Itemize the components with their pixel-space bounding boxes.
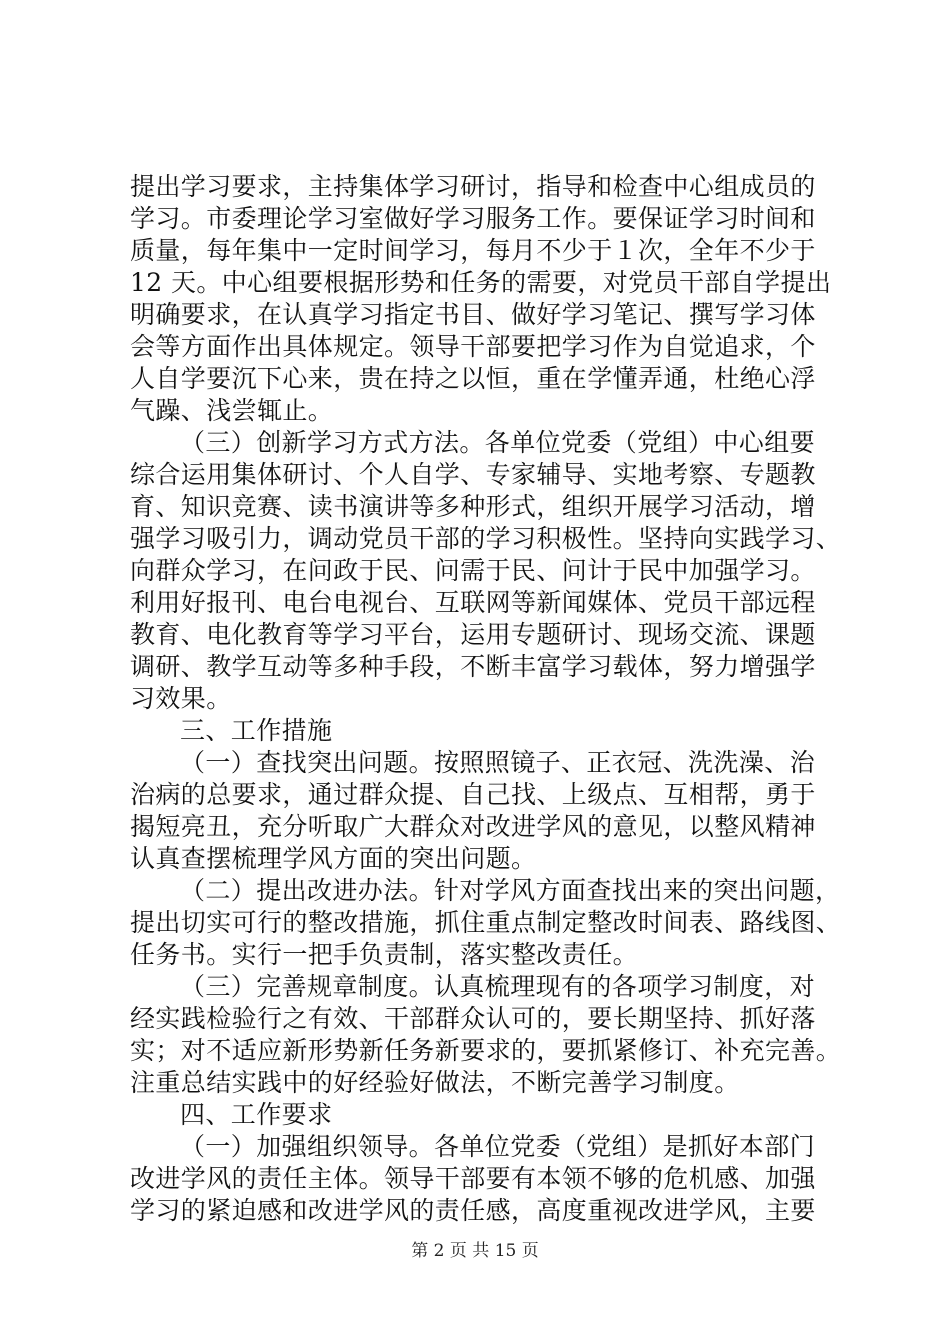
text-line: 提出切实可行的整改措施，抓住重点制定整改时间表、路线图、 <box>130 908 842 937</box>
text-line: 教育、电化教育等学习平台，运用专题研讨、现场交流、课题 <box>130 620 816 649</box>
text-line: （二）提出改进办法。针对学风方面查找出来的突出问题， <box>180 876 841 905</box>
text-line: 揭短亮丑，充分听取广大群众对改进学风的意见，以整风精神 <box>130 812 816 841</box>
text-line: 改进学风的责任主体。领导干部要有本领不够的危机感、加强 <box>130 1164 816 1193</box>
text-line: 习效果。 <box>130 684 232 713</box>
text-line: 强学习吸引力，调动党员干部的学习积极性。坚持向实践学习、 <box>130 524 842 553</box>
text-line: （三）创新学习方式方法。各单位党委（党组）中心组要 <box>180 428 816 457</box>
text-line: 实；对不适应新形势新任务新要求的，要抓紧修订、补充完善。 <box>130 1036 842 1065</box>
text-line: （一）查找突出问题。按照照镜子、正衣冠、洗洗澡、治 <box>180 748 816 777</box>
text-line: 调研、教学互动等多种手段，不断丰富学习载体，努力增强学 <box>130 652 816 681</box>
text-line: 明确要求，在认真学习指定书目、做好学习笔记、撰写学习体 <box>130 300 816 329</box>
text-line: 向群众学习，在问政于民、问需于民、问计于民中加强学习。 <box>130 556 816 585</box>
document-body <box>130 171 840 1227</box>
text-line: 会等方面作出具体规定。领导干部要把学习作为自觉追求，个 <box>130 332 816 361</box>
text-line: （一）加强组织领导。各单位党委（党组）是抓好本部门 <box>180 1132 816 1161</box>
text-line: 注重总结实践中的好经验好做法，不断完善学习制度。 <box>130 1068 740 1097</box>
text-line: （三）完善规章制度。认真梳理现有的各项学习制度，对 <box>180 972 816 1001</box>
text-line: 利用好报刊、电台电视台、互联网等新闻媒体、党员干部远程 <box>130 588 816 617</box>
text-line: 气躁、浅尝辄止。 <box>130 396 334 425</box>
text-line: 经实践检验行之有效、干部群众认可的，要长期坚持、抓好落 <box>130 1004 816 1033</box>
text-line: 任务书。实行一把手负责制，落实整改责任。 <box>130 940 639 969</box>
text-line: 认真查摆梳理学风方面的突出问题。 <box>130 844 537 873</box>
text-line: 人自学要沉下心来，贵在持之以恒，重在学懂弄通，杜绝心浮 <box>130 364 816 393</box>
text-line: 质量，每年集中一定时间学习，每月不少于１次，全年不少于 <box>130 236 816 265</box>
text-line: 四、工作要求 <box>180 1100 333 1129</box>
page-number-footer: 第 2 页 共 15 页 <box>411 1241 539 1261</box>
text-line: 治病的总要求，通过群众提、自己找、上级点、互相帮，勇于 <box>130 780 816 809</box>
text-line: 提出学习要求，主持集体学习研讨，指导和检查中心组成员的 <box>130 172 816 201</box>
text-line: 三、工作措施 <box>180 716 333 745</box>
text-line: 学习。市委理论学习室做好学习服务工作。要保证学习时间和 <box>130 204 816 233</box>
text-line: 学习的紧迫感和改进学风的责任感，高度重视改进学风，主要 <box>130 1196 816 1225</box>
text-line: 12 天。中心组要根据形势和任务的需要，对党员干部自学提出 <box>130 268 832 297</box>
text-line: 综合运用集体研讨、个人自学、专家辅导、实地考察、专题教 <box>130 460 816 489</box>
text-line: 育、知识竞赛、读书演讲等多种形式，组织开展学习活动，增 <box>130 492 816 521</box>
